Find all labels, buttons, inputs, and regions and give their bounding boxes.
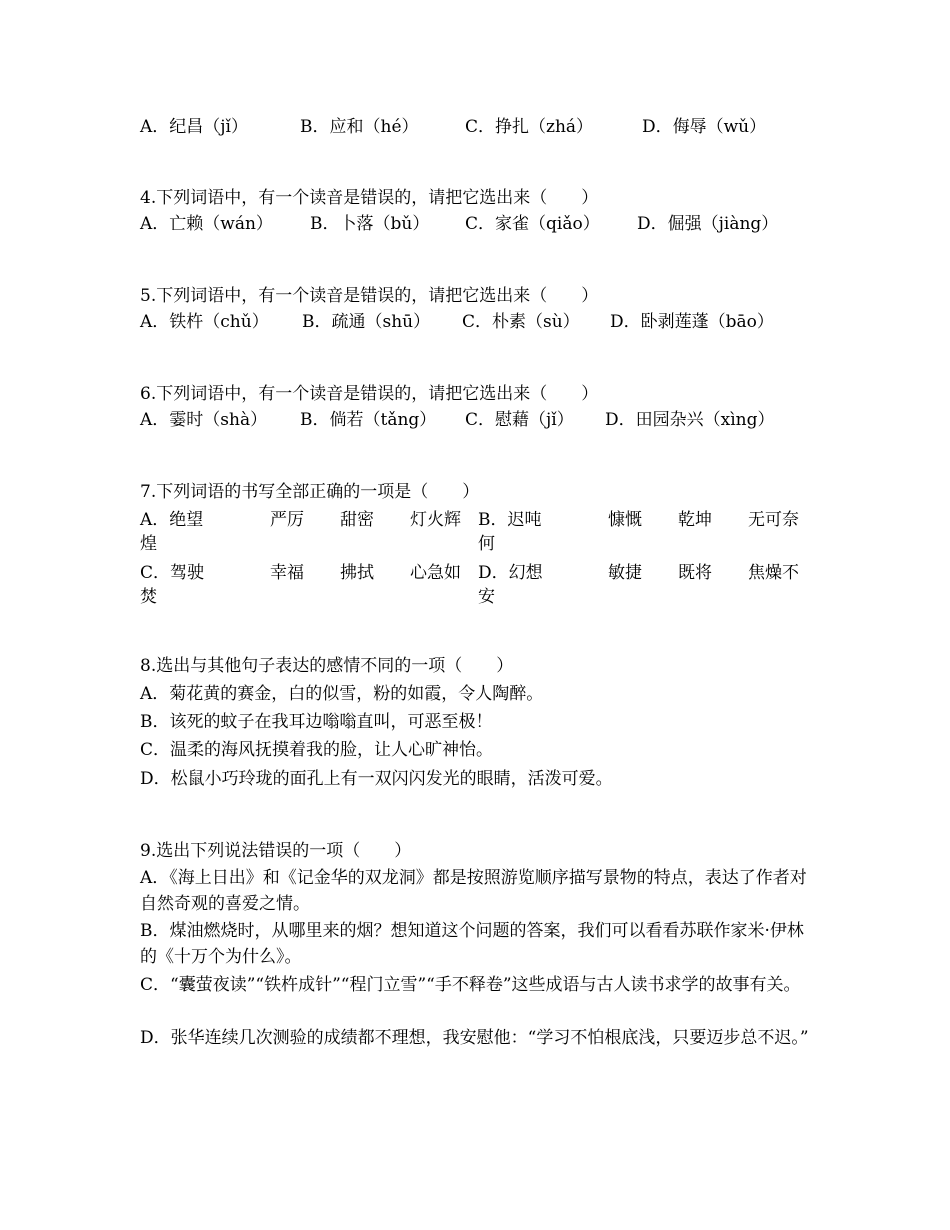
q7-d-wrap: 安 (478, 587, 495, 607)
q7-c-word2: 幸福 (270, 563, 304, 583)
q3-options (140, 115, 766, 139)
q8-option-c: C．温柔的海风抚摸着我的脸，让人心旷神怡。 (140, 740, 494, 760)
q5-option-d: D．卧剥莲蓬（bāo） (610, 312, 774, 332)
q7-b-word1: B．迟吨 (478, 510, 542, 530)
q3-option-c: C．挣扎（zhá） (465, 117, 594, 137)
q6-option-d: D．田园杂兴（xìng） (605, 410, 775, 430)
q4-option-d: D．倔强（jiàng） (637, 214, 779, 234)
q8-option-d: D．松鼠小巧玲珑的面孔上有一双闪闪发光的眼睛，活泼可爱。 (140, 769, 613, 789)
q7-d-word1: D．幻想 (478, 563, 543, 583)
q7-c-word3: 拂拭 (340, 563, 374, 583)
q7-a-word3: 甜密 (340, 510, 374, 530)
q7-d-word4: 焦燥不 (748, 563, 799, 583)
q5-options (140, 310, 774, 334)
q7-b-word3: 乾坤 (678, 510, 712, 530)
q7-a-word1: A．绝望 (140, 510, 204, 530)
q7-b-word4: 无可奈 (748, 510, 799, 530)
q9-option-a: A．《海上日出》和《记金华的双龙洞》都是按照游览顺序描写景物的特点，表达了作者对自然奇观的喜爱之情。 (140, 868, 807, 914)
q9-question: 9.选出下列说法错误的一项（ ） (140, 841, 412, 861)
q7-option-c (140, 561, 480, 609)
q4-option-a: A．亡赖（wán） (140, 214, 273, 234)
q5-option-b: B．疏通（shū） (302, 312, 431, 332)
q8-option-b: B．该死的蚊子在我耳边嗡嗡直叫，可恶至极！ (140, 712, 493, 732)
q4-question: 4.下列词语中，有一个读音是错误的，请把它选出来（ ） (140, 188, 599, 208)
q7-c-wrap: 焚 (140, 587, 157, 607)
q6-option-b: B．倘若（tǎng） (300, 410, 437, 430)
q5-question: 5.下列词语中，有一个读音是错误的，请把它选出来（ ） (140, 286, 599, 306)
q3-option-d: D．侮辱（wǔ） (642, 117, 767, 137)
q7-option-a (140, 508, 480, 556)
q4-option-b: B．卜落（bǔ） (310, 214, 430, 234)
q6-options (140, 408, 775, 432)
q5-option-a: A．铁杵（chǔ） (140, 312, 269, 332)
q6-option-a: A．霎时（shà） (140, 410, 268, 430)
q7-question: 7.下列词语的书写全部正确的一项是（ ） (140, 482, 480, 502)
q7-d-word3: 既将 (678, 563, 712, 583)
q7-option-b (478, 508, 818, 556)
q6-question: 6.下列词语中，有一个读音是错误的，请把它选出来（ ） (140, 384, 599, 404)
q5-option-c: C．朴素（sù） (462, 312, 580, 332)
q8-question: 8.选出与其他句子表达的感情不同的一项（ ） (140, 656, 514, 676)
q7-a-word2: 严厉 (270, 510, 304, 530)
q7-c-word4: 心急如 (410, 563, 461, 583)
q7-a-wrap: 煌 (140, 534, 157, 554)
q9-option-b: B．煤油燃烧时，从哪里来的烟？想知道这个问题的答案，我们可以看看苏联作家米·伊林的《十万个为什么》。 (140, 921, 804, 967)
q7-b-wrap: 何 (478, 534, 495, 554)
q7-option-d (478, 561, 818, 609)
q3-option-b: B．应和（hé） (300, 117, 419, 137)
q3-option-a: A．纪昌（jǐ） (140, 117, 248, 137)
q8-option-a: A．菊花黄的赛金，白的似雪，粉的如霞，令人陶醉。 (140, 684, 544, 704)
q7-c-word1: C．驾驶 (140, 563, 205, 583)
q9-option-c: C．“囊萤夜读”“铁杵成针”“程门立雪”“手不释卷”这些成语与古人读书求学的故事有关。 (140, 975, 801, 995)
q6-option-c: C．慰藉（jǐ） (465, 410, 574, 430)
q7-b-word2: 慷慨 (608, 510, 642, 530)
q4-options (140, 212, 778, 236)
q4-option-c: C．家雀（qiǎo） (465, 214, 600, 234)
q7-d-word2: 敏捷 (608, 563, 642, 583)
q9-option-d: D．张华连续几次测验的成绩都不理想，我安慰他：“学习不怕根底浅，只要迈步总不迟。” (140, 1028, 809, 1048)
q7-a-word4: 灯火辉 (410, 510, 461, 530)
